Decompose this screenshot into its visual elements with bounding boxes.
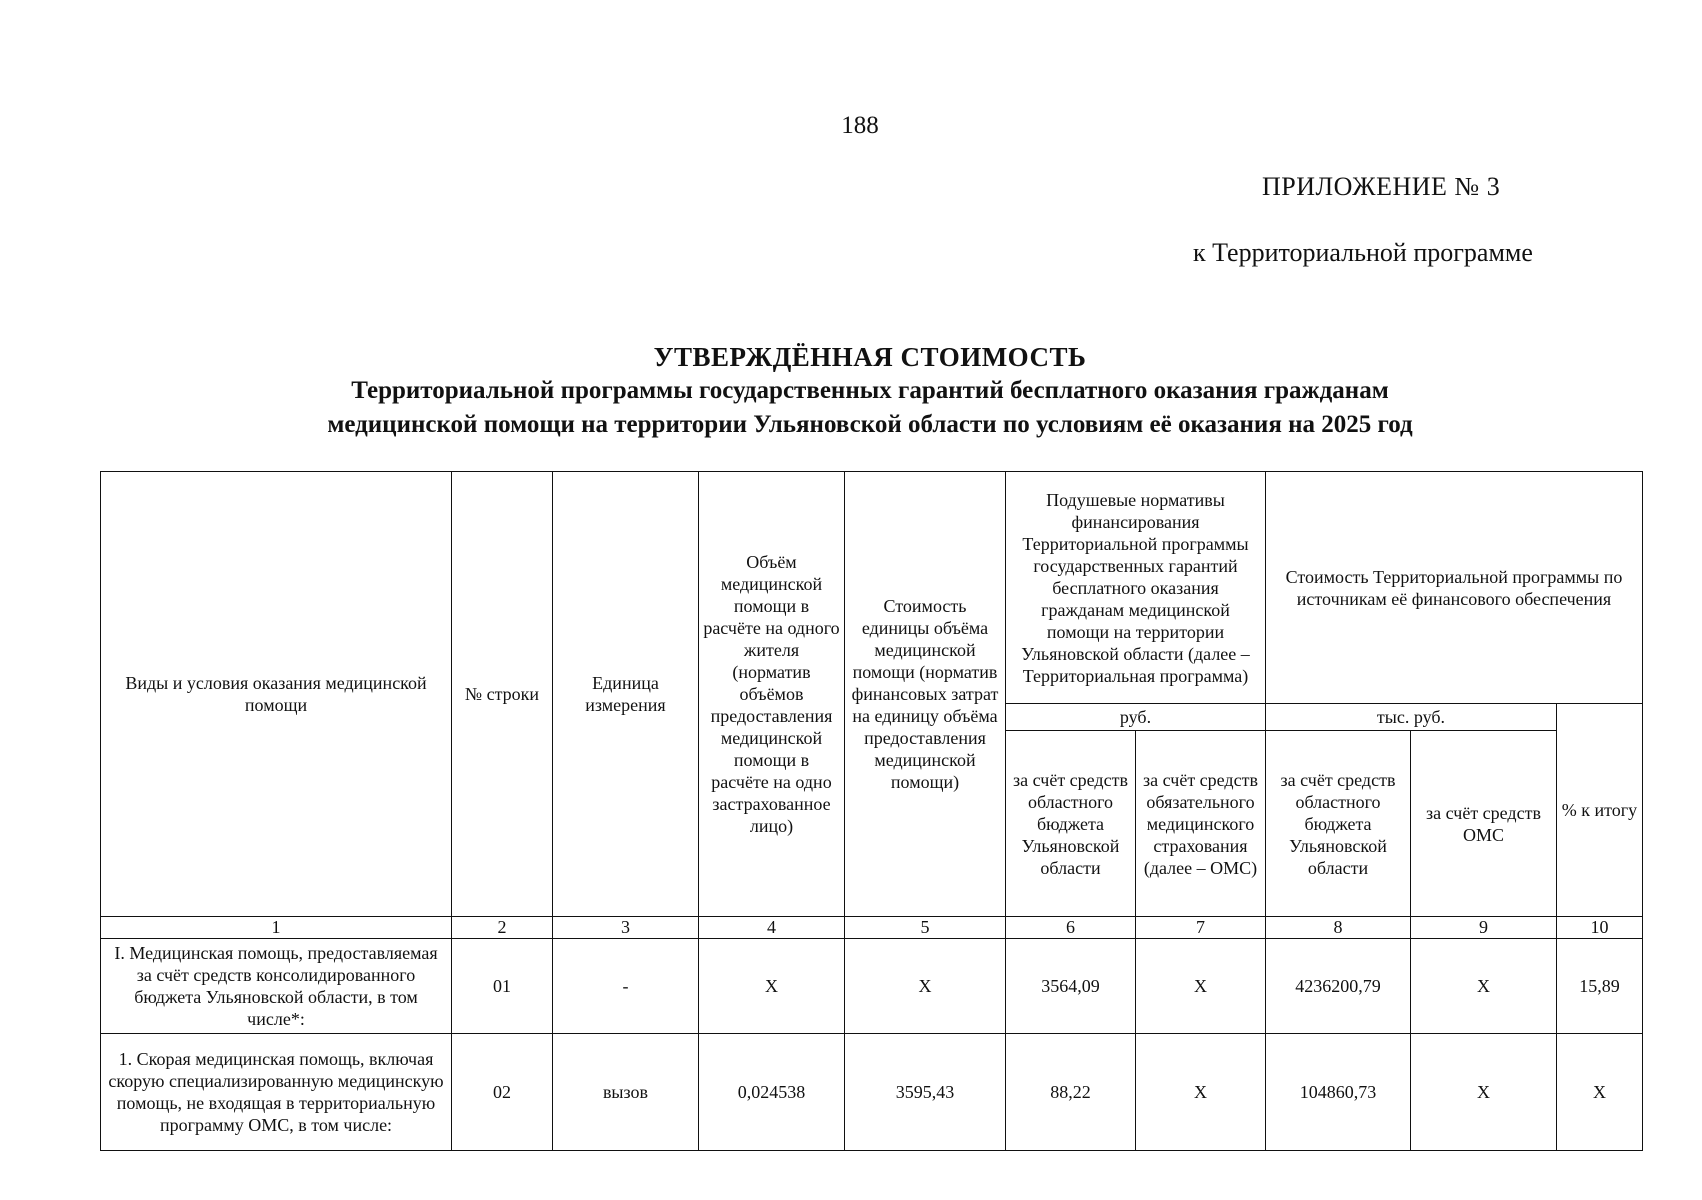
row-cost-budget: 4236200,79 bbox=[1266, 939, 1411, 1034]
header-cost-oms: за счёт средств ОМС bbox=[1411, 731, 1557, 917]
column-number: 3 bbox=[553, 917, 699, 939]
header-service-type: Виды и условия оказания медицинской помощи bbox=[101, 472, 452, 917]
appendix-subtitle: к Территориальной программе bbox=[1193, 238, 1533, 267]
header-unit: Единица измерения bbox=[553, 472, 699, 917]
row-per-capita-oms: Х bbox=[1136, 939, 1266, 1034]
row-volume: Х bbox=[699, 939, 845, 1034]
header-line-number: № строки bbox=[452, 472, 553, 917]
row-per-capita-budget: 88,22 bbox=[1006, 1034, 1136, 1151]
row-unit: - bbox=[553, 939, 699, 1034]
row-service-name: I. Медицинская помощь, предоставляемая за счёт средств консолидированного бюджета Ульяновской области, в том числе*: bbox=[101, 939, 452, 1034]
header-per-capita-group: Подушевые нормативы финансирования Территориальной программы государственных гарантий бесплатного оказания гражданам медицинской помощи на территории Ульяновской области (далее – Территориальная программа) bbox=[1006, 472, 1266, 704]
column-number: 6 bbox=[1006, 917, 1136, 939]
row-service-name: 1. Скорая медицинская помощь, включая скорую специализированную медицинскую помощь, не входящая в территориальную программу ОМС, в том числе: bbox=[101, 1034, 452, 1151]
title-line-2: Территориальной программы государственных гарантий бесплатного оказания гражданам bbox=[351, 377, 1389, 404]
document-title bbox=[100, 340, 1640, 442]
appendix-label: ПРИЛОЖЕНИЕ № 3 bbox=[1262, 172, 1501, 201]
table-row bbox=[101, 939, 1643, 1034]
column-number-row bbox=[101, 917, 1643, 939]
column-number: 5 bbox=[845, 917, 1006, 939]
row-cost-oms: Х bbox=[1411, 1034, 1557, 1151]
header-cost-group: Стоимость Территориальной программы по источникам её финансового обеспечения bbox=[1266, 472, 1643, 704]
row-percent: 15,89 bbox=[1557, 939, 1643, 1034]
column-number: 2 bbox=[452, 917, 553, 939]
row-percent: Х bbox=[1557, 1034, 1643, 1151]
row-line-number: 02 bbox=[452, 1034, 553, 1151]
header-cost-budget: за счёт средств областного бюджета Ульяновской области bbox=[1266, 731, 1411, 917]
table-row bbox=[101, 1034, 1643, 1151]
row-line-number: 01 bbox=[452, 939, 553, 1034]
row-cost-budget: 104860,73 bbox=[1266, 1034, 1411, 1151]
column-number: 7 bbox=[1136, 917, 1266, 939]
header-per-capita-budget: за счёт средств областного бюджета Ульяновской области bbox=[1006, 731, 1136, 917]
title-line-3: медицинской помощи на территории Ульяновской области по условиям её оказания на 2025 год bbox=[327, 411, 1413, 438]
column-number: 8 bbox=[1266, 917, 1411, 939]
column-number: 9 bbox=[1411, 917, 1557, 939]
row-volume: 0,024538 bbox=[699, 1034, 845, 1151]
column-number: 4 bbox=[699, 917, 845, 939]
cost-table bbox=[100, 471, 1643, 1151]
page-number: 188 bbox=[841, 112, 879, 139]
row-per-capita-budget: 3564,09 bbox=[1006, 939, 1136, 1034]
row-unit: вызов bbox=[553, 1034, 699, 1151]
header-volume: Объём медицинской помощи в расчёте на одного жителя (норматив объёмов предоставления медицинской помощи в расчёте на одно застрахованное лицо) bbox=[699, 472, 845, 917]
row-cost-oms: Х bbox=[1411, 939, 1557, 1034]
column-number: 10 bbox=[1557, 917, 1643, 939]
row-per-capita-oms: Х bbox=[1136, 1034, 1266, 1151]
header-unit-thousand-rub: тыс. руб. bbox=[1266, 704, 1557, 731]
header-per-capita-oms: за счёт средств обязательного медицинского страхования (далее – ОМС) bbox=[1136, 731, 1266, 917]
header-percent: % к итогу bbox=[1557, 704, 1643, 917]
row-unit-cost: 3595,43 bbox=[845, 1034, 1006, 1151]
column-number: 1 bbox=[101, 917, 452, 939]
title-main: УТВЕРЖДЁННАЯ СТОИМОСТЬ bbox=[653, 342, 1087, 372]
header-unit-rub: руб. bbox=[1006, 704, 1266, 731]
row-unit-cost: Х bbox=[845, 939, 1006, 1034]
header-unit-cost: Стоимость единицы объёма медицинской помощи (норматив финансовых затрат на единицу объёма предоставления медицинской помощи) bbox=[845, 472, 1006, 917]
